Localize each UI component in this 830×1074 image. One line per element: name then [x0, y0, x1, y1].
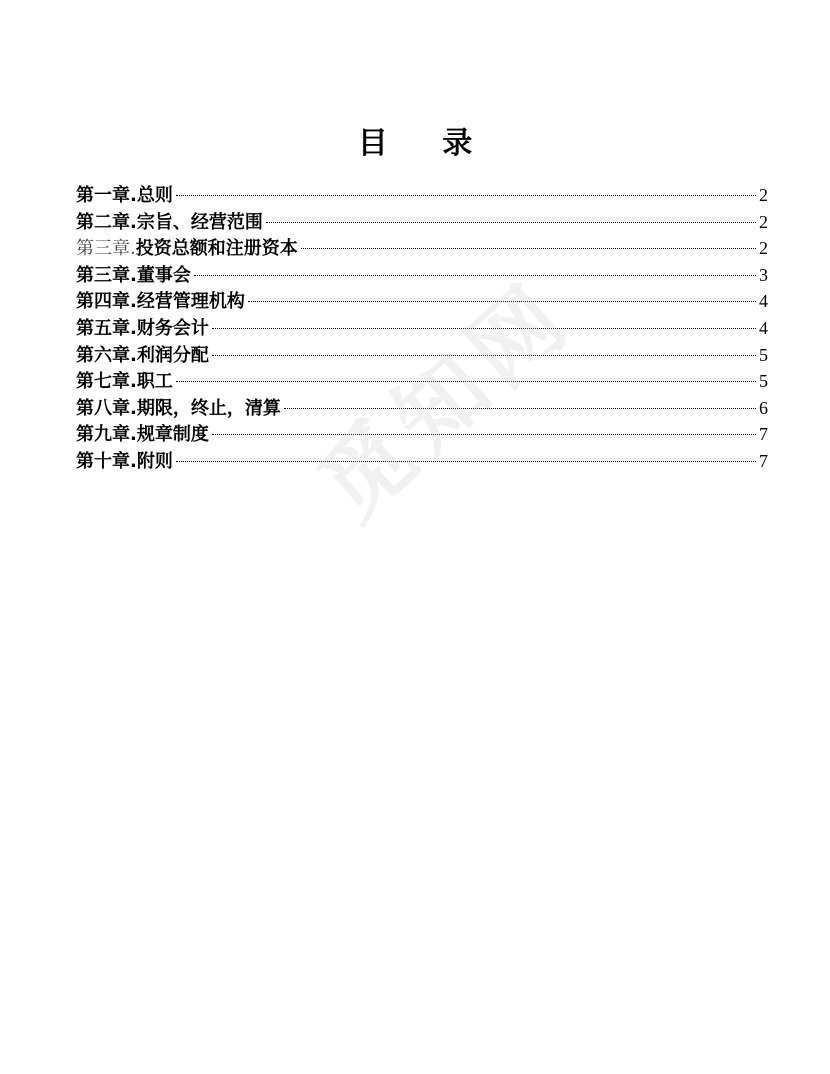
toc-entry-label — [76, 343, 209, 369]
chapter-number: 第一章. — [76, 185, 137, 206]
dot-leader — [301, 248, 756, 249]
chapter-name: 投资总额和注册资本 — [135, 238, 298, 260]
chapter-name: 财务会计 — [136, 317, 209, 339]
chapter-name: 总则 — [136, 185, 173, 206]
chapter-name: 职工 — [136, 371, 173, 393]
page-number: 2 — [759, 211, 768, 232]
toc-entry-label — [76, 369, 173, 395]
toc-entry[interactable] — [76, 448, 768, 475]
toc-entry-label — [76, 289, 245, 315]
toc-entry[interactable] — [76, 342, 768, 369]
page-number: 5 — [759, 371, 768, 392]
toc-title: 目 录 — [357, 126, 495, 161]
toc-entry-label — [76, 236, 298, 262]
chapter-name: 期限，终止，清算 — [136, 397, 281, 419]
dot-leader — [284, 408, 756, 409]
page-number: 7 — [759, 450, 768, 471]
chapter-number: 第五章. — [76, 317, 137, 339]
page-number: 2 — [759, 185, 768, 205]
dot-leader — [212, 434, 756, 435]
toc-entry[interactable] — [76, 288, 768, 315]
dot-leader — [194, 275, 756, 276]
toc-list — [76, 182, 768, 475]
toc-entry[interactable] — [76, 182, 768, 209]
page-number: 4 — [759, 291, 768, 312]
toc-entry[interactable] — [76, 262, 768, 289]
chapter-number: 第十章. — [76, 450, 137, 472]
toc-entry-label — [76, 396, 281, 422]
page-number: 6 — [759, 397, 768, 418]
toc-entry[interactable] — [76, 315, 768, 342]
chapter-number: 第二章. — [76, 211, 137, 233]
chapter-name: 经营管理机构 — [136, 291, 245, 313]
chapter-number: 第四章. — [76, 291, 137, 313]
toc-entry[interactable] — [76, 421, 768, 448]
toc-entry[interactable] — [76, 368, 768, 395]
toc-entry-label — [76, 422, 209, 448]
watermark: 觅知网 — [299, 261, 593, 541]
page-number: 2 — [759, 238, 768, 259]
chapter-name: 附则 — [136, 450, 173, 472]
page-number: 4 — [759, 317, 768, 338]
page-number: 7 — [759, 424, 768, 445]
chapter-name: 董事会 — [136, 264, 191, 286]
chapter-number: 第三章. — [76, 264, 137, 286]
dot-leader — [176, 381, 756, 382]
chapter-number: 第三章. — [76, 238, 136, 260]
dot-leader — [176, 195, 756, 196]
chapter-name: 利润分配 — [136, 344, 209, 366]
dot-leader — [212, 355, 756, 356]
chapter-number: 第九章. — [76, 424, 137, 446]
toc-entry-label — [76, 449, 173, 475]
toc-entry[interactable] — [76, 235, 768, 262]
dot-leader — [212, 328, 756, 329]
toc-entry-label — [76, 316, 209, 342]
chapter-number: 第六章. — [76, 344, 137, 366]
toc-entry[interactable] — [76, 209, 768, 236]
toc-entry-label — [76, 183, 173, 209]
dot-leader — [266, 222, 756, 223]
chapter-number: 第七章. — [76, 371, 137, 393]
page-number: 5 — [759, 344, 768, 365]
page-number: 3 — [759, 264, 768, 285]
chapter-name: 宗旨、经营范围 — [136, 211, 263, 233]
toc-entry-label — [76, 263, 191, 289]
dot-leader — [176, 461, 756, 462]
chapter-name: 规章制度 — [136, 424, 209, 446]
chapter-number: 第八章. — [76, 397, 137, 419]
dot-leader — [248, 301, 756, 302]
toc-entry-label — [76, 210, 263, 236]
toc-entry[interactable] — [76, 395, 768, 422]
